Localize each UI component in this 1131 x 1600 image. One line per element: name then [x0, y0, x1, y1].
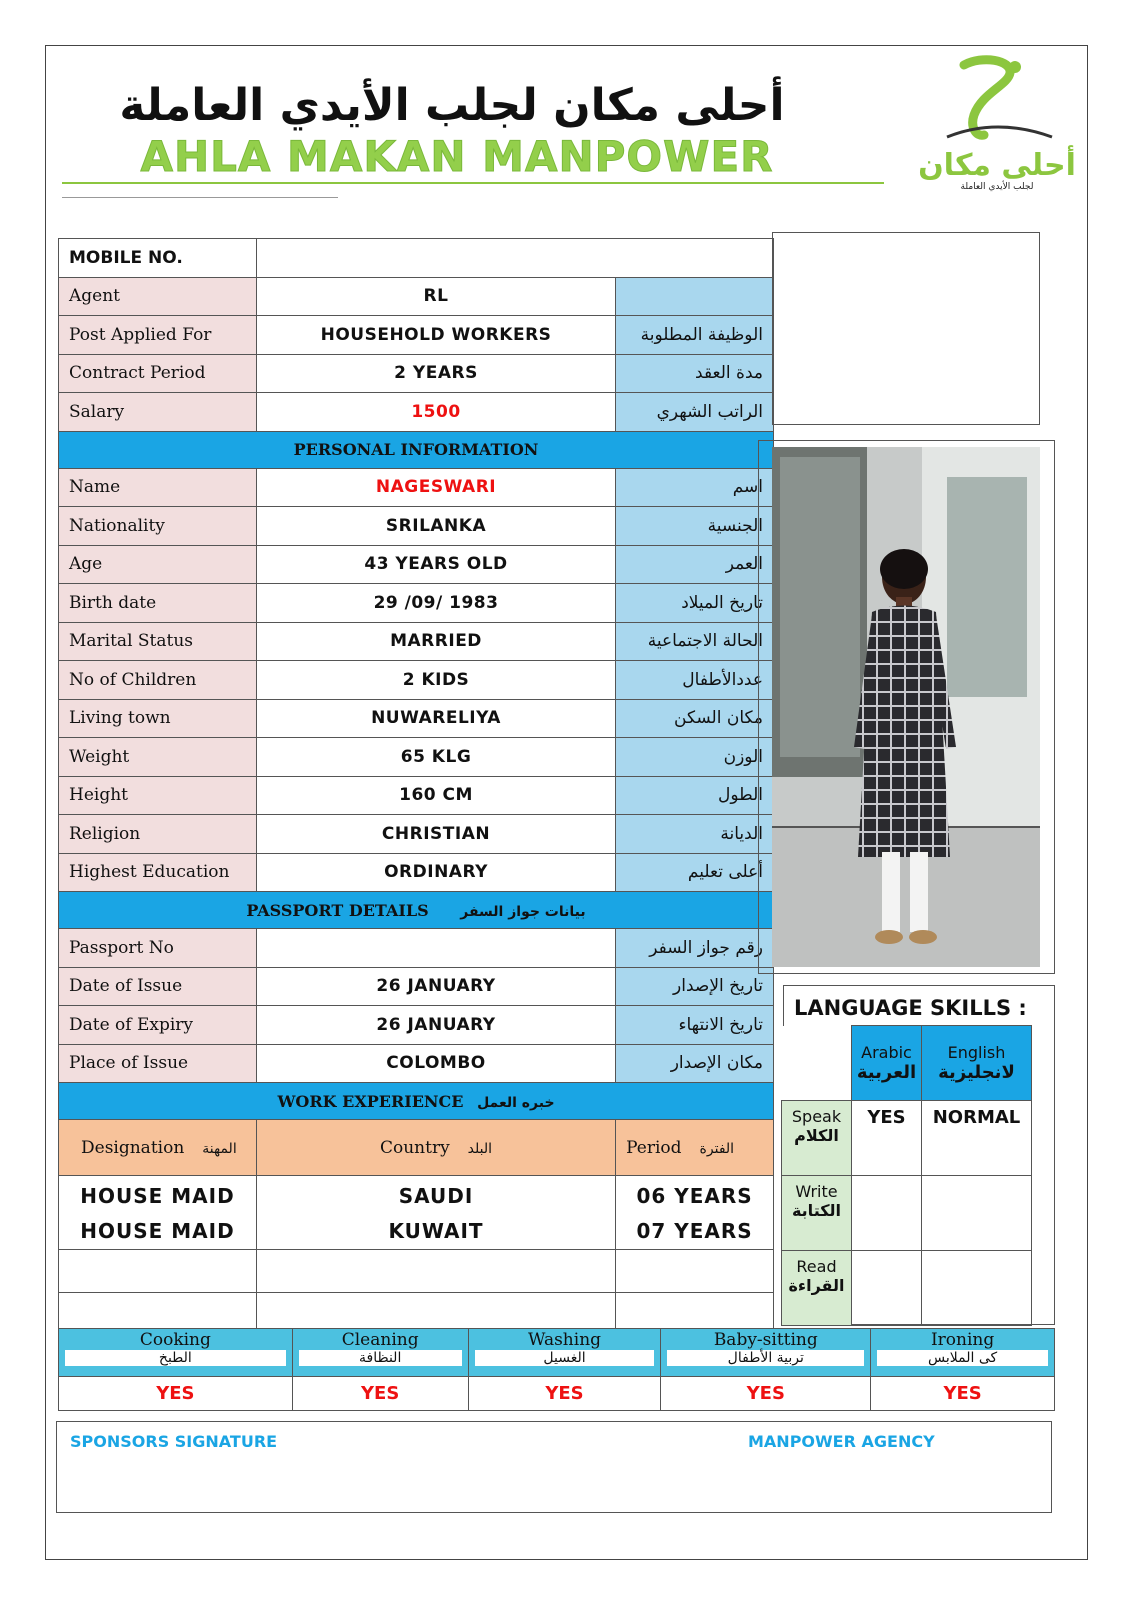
header-divider	[62, 182, 884, 184]
field-label: Birth date	[59, 584, 257, 623]
logo-subtitle: لجلب الأيدي العاملة	[960, 182, 1034, 192]
field-value	[256, 929, 615, 968]
candidate-photo	[772, 447, 1040, 967]
personal-row	[59, 738, 774, 777]
field-label-arabic: الطول	[616, 776, 774, 815]
field-label-arabic: الحالة الاجتماعية	[616, 622, 774, 661]
work-row-empty	[59, 1250, 774, 1293]
english-column-header: English لانجليزية	[922, 1026, 1032, 1101]
personal-row	[59, 815, 774, 854]
company-name-arabic: أحلى مكان لجلب الأيدي العاملة	[119, 80, 785, 131]
field-label-arabic: مكان الإصدار	[616, 1044, 774, 1083]
personal-row	[59, 622, 774, 661]
speak-arabic-value: YES	[852, 1101, 922, 1176]
speak-label: Speak الكلام	[782, 1101, 852, 1176]
skill-cleaning-value: YES	[292, 1377, 468, 1411]
field-label: Post Applied For	[59, 316, 257, 355]
field-label: Date of Issue	[59, 967, 257, 1006]
work-section-header	[59, 1083, 774, 1120]
read-arabic-value	[852, 1251, 922, 1326]
field-label-arabic: الوزن	[616, 738, 774, 777]
field-value: RL	[256, 277, 615, 316]
job-row	[59, 277, 774, 316]
passport-row	[59, 1006, 774, 1045]
field-label: Name	[59, 468, 257, 507]
field-label-arabic: تاريخ الميلاد	[616, 584, 774, 623]
job-row	[59, 354, 774, 393]
personal-row	[59, 468, 774, 507]
section-title: PASSPORT DETAILS	[246, 900, 429, 920]
language-skills-table	[781, 1025, 1032, 1326]
language-skills-title: LANGUAGE SKILLS :	[794, 996, 1027, 1020]
arabic-column-header: Arabic العربية	[852, 1026, 922, 1101]
field-label: Contract Period	[59, 354, 257, 393]
personal-row	[59, 776, 774, 815]
application-table	[58, 238, 774, 1336]
write-arabic-value	[852, 1176, 922, 1251]
designation-value: HOUSE MAID	[59, 1213, 257, 1250]
field-value: 29 /09/ 1983	[256, 584, 615, 623]
field-label: Place of Issue	[59, 1044, 257, 1083]
field-label-arabic: مكان السكن	[616, 699, 774, 738]
salary-value: 1500	[256, 393, 615, 432]
skill-ironing-header: Ironing كى الملابس	[871, 1329, 1055, 1377]
field-value: 2 YEARS	[256, 354, 615, 393]
mobile-row	[59, 239, 774, 278]
read-label: Read القراءة	[782, 1251, 852, 1326]
header-underline	[62, 197, 338, 198]
job-row	[59, 393, 774, 432]
sponsor-signature-label: SPONSORS SIGNATURE	[70, 1432, 278, 1451]
designation-header: Designation المهنة	[59, 1120, 257, 1176]
field-label-arabic: الراتب الشهري	[616, 393, 774, 432]
field-label: Passport No	[59, 929, 257, 968]
country-value: SAUDI	[256, 1176, 615, 1213]
field-value: COLOMBO	[256, 1044, 615, 1083]
mobile-value	[256, 239, 773, 278]
field-value: MARRIED	[256, 622, 615, 661]
logo-arabic-text: أحلى مكان	[918, 148, 1076, 183]
skill-babysitting-header: Baby-sitting تربية الأطفال	[661, 1329, 871, 1377]
section-title-arabic: خبره العمل	[477, 1094, 555, 1111]
skills-table	[58, 1328, 1055, 1411]
passport-row	[59, 967, 774, 1006]
write-label: Write الكتابة	[782, 1176, 852, 1251]
field-label: Height	[59, 776, 257, 815]
field-label: No of Children	[59, 661, 257, 700]
skill-cleaning-header: Cleaning النظافة	[292, 1329, 468, 1377]
field-value: 65 KLG	[256, 738, 615, 777]
field-label: Nationality	[59, 507, 257, 546]
personal-row	[59, 584, 774, 623]
field-label-arabic: العمر	[616, 545, 774, 584]
write-english-value	[922, 1176, 1032, 1251]
field-label: Date of Expiry	[59, 1006, 257, 1045]
field-label: Agent	[59, 277, 257, 316]
passport-row	[59, 929, 774, 968]
personal-row	[59, 545, 774, 584]
passport-section-header	[59, 892, 774, 929]
field-value: 2 KIDS	[256, 661, 615, 700]
field-label: Highest Education	[59, 853, 257, 892]
field-value: ORDINARY	[256, 853, 615, 892]
skill-cooking-header: Cooking الطبخ	[59, 1329, 293, 1377]
skill-ironing-value: YES	[871, 1377, 1055, 1411]
country-header: Country البلد	[256, 1120, 615, 1176]
read-english-value	[922, 1251, 1032, 1326]
field-value: NUWARELIYA	[256, 699, 615, 738]
skill-washing-value: YES	[468, 1377, 661, 1411]
field-label-arabic: تاريخ الانتهاء	[616, 1006, 774, 1045]
field-label: Weight	[59, 738, 257, 777]
period-value: 07 YEARS	[616, 1213, 774, 1250]
skill-washing-header: Washing الغسيل	[468, 1329, 661, 1377]
mobile-label: MOBILE NO.	[59, 239, 257, 278]
period-header: Period الفترة	[616, 1120, 774, 1176]
field-label: Religion	[59, 815, 257, 854]
skill-babysitting-value: YES	[661, 1377, 871, 1411]
field-value: SRILANKA	[256, 507, 615, 546]
personal-row	[59, 507, 774, 546]
field-label: Marital Status	[59, 622, 257, 661]
personal-section-header	[59, 431, 774, 468]
field-label-arabic: الوظيفة المطلوبة	[616, 316, 774, 355]
field-label: Salary	[59, 393, 257, 432]
section-title: WORK EXPERIENCE	[277, 1091, 464, 1111]
field-value: CHRISTIAN	[256, 815, 615, 854]
personal-row	[59, 661, 774, 700]
field-label-arabic: مدة العقد	[616, 354, 774, 393]
field-value: 43 YEARS OLD	[256, 545, 615, 584]
job-row	[59, 316, 774, 355]
field-label: Living town	[59, 699, 257, 738]
designation-value: HOUSE MAID	[59, 1176, 257, 1213]
agency-signature-label: MANPOWER AGENCY	[748, 1432, 935, 1451]
field-label-arabic: الجنسية	[616, 507, 774, 546]
field-label-arabic: اسم	[616, 468, 774, 507]
country-value: KUWAIT	[256, 1213, 615, 1250]
work-row	[59, 1176, 774, 1213]
field-label-arabic: رقم جواز السفر	[616, 929, 774, 968]
field-label-arabic: تاريخ الإصدار	[616, 967, 774, 1006]
field-value: 160 CM	[256, 776, 615, 815]
field-value: 26 JANUARY	[256, 1006, 615, 1045]
passport-row	[59, 1044, 774, 1083]
company-name-english: AHLA MAKAN MANPOWER	[140, 132, 774, 181]
work-row	[59, 1213, 774, 1250]
field-label-arabic: أعلى تعليم	[616, 853, 774, 892]
name-value: NAGESWARI	[256, 468, 615, 507]
period-value: 06 YEARS	[616, 1176, 774, 1213]
field-label-arabic: الديانة	[616, 815, 774, 854]
photo-placeholder-box	[772, 232, 1040, 425]
section-title-arabic: بيانات جواز السفر	[460, 903, 586, 920]
work-column-headers	[59, 1120, 774, 1176]
personal-row	[59, 699, 774, 738]
field-value: 26 JANUARY	[256, 967, 615, 1006]
field-label: Age	[59, 545, 257, 584]
section-title: PERSONAL INFORMATION	[293, 440, 539, 459]
speak-english-value: NORMAL	[922, 1101, 1032, 1176]
field-label-arabic: عددالأطفال	[616, 661, 774, 700]
field-value: HOUSEHOLD WORKERS	[256, 316, 615, 355]
skill-cooking-value: YES	[59, 1377, 293, 1411]
personal-row	[59, 853, 774, 892]
field-label-arabic	[616, 277, 774, 316]
